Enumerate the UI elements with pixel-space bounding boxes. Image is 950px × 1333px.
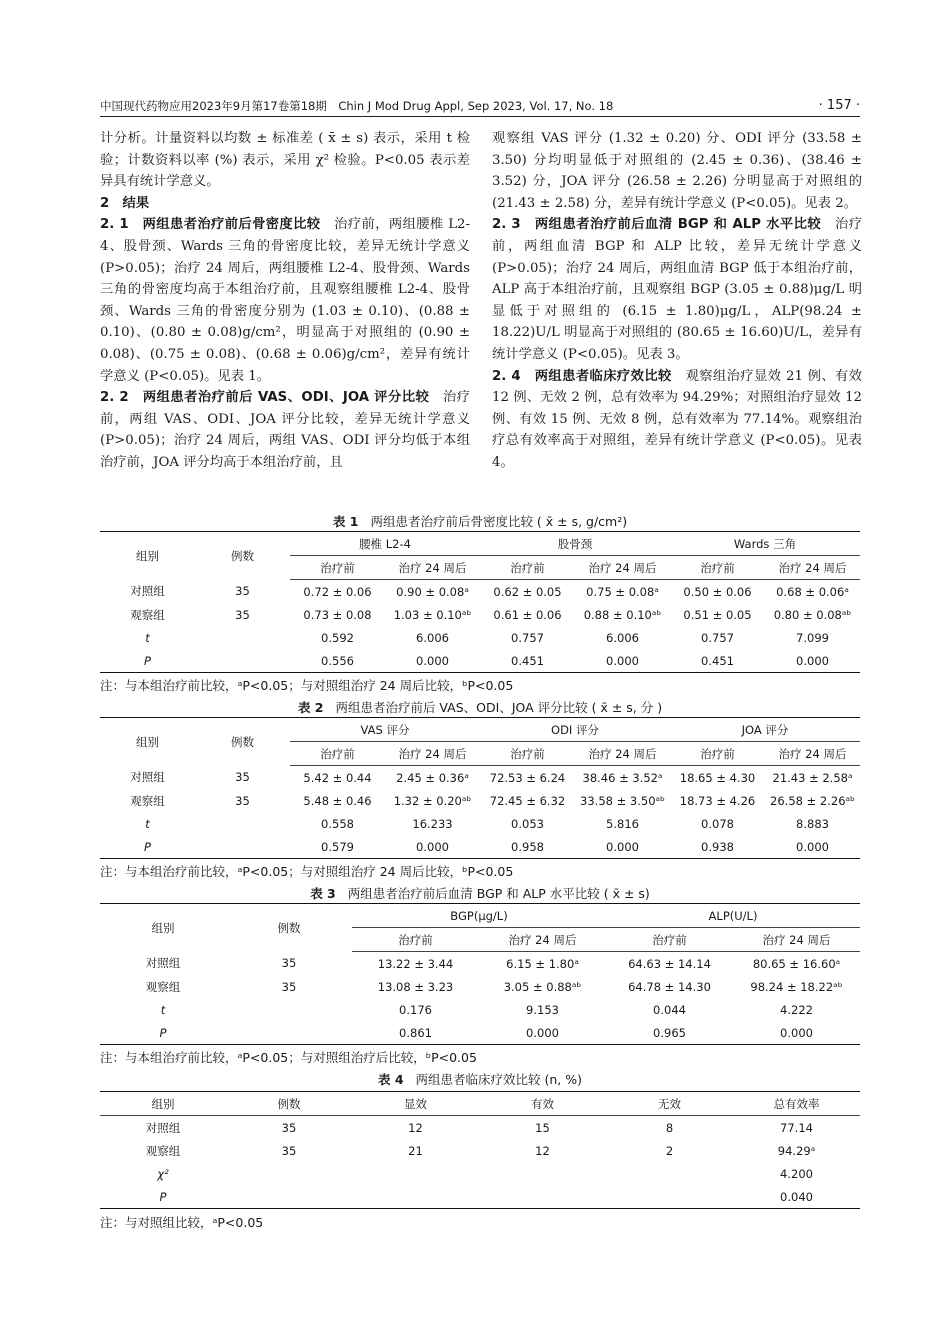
cell: 21 [408, 1143, 423, 1158]
table-label: 表 2 [297, 700, 324, 715]
col-header: 治疗前 [670, 556, 765, 580]
cell: 0.62 ± 0.05 [493, 584, 562, 599]
col-header: 治疗 24 周后 [385, 556, 480, 580]
cell: 0.000 [733, 1021, 860, 1045]
cell: 0.51 ± 0.05 [683, 607, 752, 622]
cell: 0.861 [352, 1021, 479, 1045]
table-row [100, 649, 860, 673]
paragraph-body: 观察组治疗显效 21 例、有效 12 例、无效 2 例，总有效率为 94.29%；对照组治疗显效 12 例、有效 15 例、无效 8 例，总有效率为 77.14%。观察组治疗总有效率高于对照组，差异有统计学意义 (P<0.05)。见表 4。 [492, 368, 863, 470]
cell: 0.451 [670, 649, 765, 673]
row-label: P [100, 649, 195, 673]
cell: 77.14 [780, 1120, 813, 1135]
row-label: t [145, 816, 150, 831]
col-group-header: ALP(U/L) [606, 904, 860, 928]
cell: 0.757 [701, 630, 734, 645]
cell [195, 626, 290, 649]
row-label: P [100, 1185, 226, 1209]
col-header: 治疗前 [290, 556, 385, 580]
cell: 0.958 [480, 835, 575, 859]
table-row [100, 1162, 860, 1185]
table-title: 两组患者临床疗效比较 (n, %) [415, 1072, 583, 1087]
cell: 12 [535, 1143, 550, 1158]
col-group-header: 腰椎 L2-4 [290, 532, 480, 556]
cell: 18.65 ± 4.30 [679, 770, 756, 785]
cell: 7.099 [796, 630, 829, 645]
cell: 2.45 ± 0.36ᵃ [396, 770, 469, 785]
table-row [100, 603, 860, 626]
cell: 0.90 ± 0.08ᵃ [396, 584, 469, 599]
table2 [100, 717, 860, 859]
col-header: 总有效率 [733, 1092, 860, 1116]
row-label: t [160, 1002, 166, 1017]
table3 [100, 903, 860, 1045]
col-group-header: JOA 评分 [670, 718, 860, 742]
subsection-heading: 2. 2 两组患者治疗前后 VAS、ODI、JOA 评分比较 [100, 390, 430, 406]
journal-info: 中国现代药物应用2023年9月第17卷第18期 Chin J Mod Drug Appl, Sep 2023, Vol. 17, No. 18 [100, 99, 614, 113]
cell: 35 [281, 1120, 297, 1135]
left-column [100, 128, 470, 474]
row-label: P [100, 1021, 226, 1045]
cell [606, 1185, 733, 1209]
cell: 6.006 [416, 630, 449, 645]
cell: 5.48 ± 0.46 [303, 793, 372, 808]
cell: 0.72 ± 0.06 [303, 584, 372, 599]
table-row [100, 789, 860, 812]
cell: 4.222 [780, 1002, 813, 1017]
paragraph-body: 治疗前，两组血清 BGP 和 ALP 比较，差异无统计学意义 (P>0.05)；治疗 24 周后，两组血清 BGP 低于本组治疗前，ALP 高于本组治疗前，且观察组 BGP (3.05 ± 0.88)μg/L 明显低于对照组的 (6.15 ± 1.80)μg/L，ALP(98.24 ± 18.22)U/L 明显高于对照组的 (80.65 ± 16.60)U/L，差异有统计学意义 (P<0.05)。见表 3。 [492, 217, 863, 362]
table-row [100, 766, 860, 790]
cell: 6.15 ± 1.80ᵃ [506, 956, 579, 971]
col-header: 例数 [195, 532, 290, 580]
paragraph [492, 214, 862, 365]
table2-caption [100, 698, 860, 716]
cell: 33.58 ± 3.50ᵃᵇ [580, 793, 665, 808]
cell: 0.579 [290, 835, 385, 859]
row-label: 对照组 [130, 770, 165, 785]
col-header: 治疗前 [290, 742, 385, 766]
col-header: 治疗 24 周后 [385, 742, 480, 766]
cell: 0.68 ± 0.06ᵃ [776, 584, 849, 599]
table3-caption [100, 884, 860, 902]
cell: 5.42 ± 0.44 [303, 770, 372, 785]
cell: 0.88 ± 0.10ᵃᵇ [583, 607, 662, 622]
cell: 13.08 ± 3.23 [377, 979, 454, 994]
cell [195, 649, 290, 673]
paragraph [492, 366, 862, 474]
col-group-header: VAS 评分 [290, 718, 480, 742]
paragraph: 观察组 VAS 评分 (1.32 ± 0.20) 分、ODI 评分 (33.58 ± 3.50) 分均明显低于对照组的 (2.45 ± 0.36)、(38.46 ± 3.52) 分，JOA 评分 (26.58 ± 2.26) 分明显高于对照组的 (21.43 ± 2.58) 分，差异有统计学意义 (P<0.05)。见表 2。 [492, 131, 862, 211]
table-row [100, 626, 860, 649]
cell: 0.451 [480, 649, 575, 673]
cell: 0.558 [321, 816, 354, 831]
col-header: 治疗 24 周后 [765, 556, 860, 580]
table-title: 两组患者治疗前后血清 BGP 和 ALP 水平比较 ( x̄ ± s) [347, 886, 650, 901]
col-group-header: Wards 三角 [670, 532, 860, 556]
col-header: 组别 [100, 532, 195, 580]
row-label: 对照组 [145, 956, 181, 971]
col-header: 治疗 24 周后 [575, 742, 670, 766]
row-label: t [145, 630, 150, 645]
col-header: 组别 [100, 718, 195, 766]
col-header: 治疗前 [480, 556, 575, 580]
cell: 0.75 ± 0.08ᵃ [586, 584, 659, 599]
col-header: 例数 [195, 718, 290, 766]
col-header: 治疗前 [606, 928, 733, 952]
table1 [100, 531, 860, 673]
cell [226, 1185, 352, 1209]
table-row [100, 580, 860, 604]
row-label: 观察组 [130, 607, 165, 622]
table-row [100, 812, 860, 835]
paragraph [100, 387, 470, 473]
cell: 8.883 [796, 816, 829, 831]
col-header: 显效 [352, 1092, 479, 1116]
cell: 0.000 [385, 649, 480, 673]
col-header: 治疗 24 周后 [479, 928, 606, 952]
cell: 12 [408, 1120, 423, 1135]
cell: 8 [665, 1120, 674, 1135]
col-group-header: ODI 评分 [480, 718, 670, 742]
cell: 0.000 [575, 649, 670, 673]
cell: 0.044 [653, 1002, 686, 1017]
cell [195, 835, 290, 859]
table-row [100, 1116, 860, 1140]
cell: 16.233 [412, 816, 453, 831]
row-label: P [100, 835, 195, 859]
row-label: 对照组 [130, 584, 165, 599]
cell: 21.43 ± 2.58ᵃ [772, 770, 853, 785]
col-header: 治疗前 [670, 742, 765, 766]
cell: 35 [235, 584, 250, 599]
cell: 64.63 ± 14.14 [628, 956, 711, 971]
cell: 0.000 [765, 649, 860, 673]
col-header: 治疗前 [352, 928, 479, 952]
cell: 4.200 [780, 1166, 813, 1181]
table-title: 两组患者治疗前后 VAS、ODI、JOA 评分比较 ( x̄ ± s, 分 ) [335, 700, 663, 715]
table-label: 表 3 [310, 886, 336, 901]
cell: 64.78 ± 14.30 [628, 979, 711, 994]
cell: 98.24 ± 18.22ᵃᵇ [750, 979, 843, 994]
col-header: 有效 [479, 1092, 606, 1116]
col-header: 治疗前 [480, 742, 575, 766]
paragraph [100, 214, 470, 387]
page-number: · 157 · [818, 98, 860, 113]
table1-caption [100, 512, 860, 530]
paragraph-body: 治疗前，两组腰椎 L2-4、股骨颈、Wards 三角的骨密度比较，差异无统计学意义 (P>0.05)；治疗 24 周后，两组腰椎 L2-4、股骨颈、Wards 三角的骨密度均高于本组治疗前，且观察组腰椎 L2-4、股骨颈、Wards 三角的骨密度分别为 (1.03 ± 0.10)、(0.88 ± 0.10)、(0.80 ± 0.08)g/cm²，明显高于对照组的 (0.90 ± 0.08)、(0.75 ± 0.08)、(0.68 ± 0.06)g/cm²，差异有统计学意义 (P<0.05)。见表 1。 [100, 217, 471, 384]
cell: 0.556 [290, 649, 385, 673]
table-row [100, 1139, 860, 1162]
section-heading: 2 结果 [100, 195, 150, 211]
cell [479, 1162, 606, 1185]
cell: 72.45 ± 6.32 [489, 793, 566, 808]
row-label: 观察组 [130, 793, 165, 808]
row-label: 观察组 [145, 979, 181, 994]
cell: 80.65 ± 16.60ᵃ [752, 956, 841, 971]
table-label: 表 4 [377, 1072, 404, 1087]
row-label: 观察组 [145, 1143, 181, 1158]
cell: 0.938 [670, 835, 765, 859]
col-header: 组别 [100, 904, 226, 952]
cell [226, 1021, 352, 1045]
table4-caption [100, 1070, 860, 1088]
table4-note: 注：与对照组比较，ᵃP<0.05 [100, 1215, 264, 1230]
cell: 72.53 ± 6.24 [489, 770, 566, 785]
cell: 35 [235, 770, 250, 785]
subsection-heading: 2. 3 两组患者治疗前后血清 BGP 和 ALP 水平比较 [492, 217, 822, 233]
cell: 0.176 [399, 1002, 432, 1017]
cell [479, 1185, 606, 1209]
cell: 0.000 [575, 835, 670, 859]
row-label: χ² [157, 1166, 169, 1181]
table-row [100, 1021, 860, 1045]
table-row [100, 835, 860, 859]
table-label: 表 1 [332, 514, 359, 529]
table-title: 两组患者治疗前后骨密度比较 ( x̄ ± s, g/cm²) [370, 514, 628, 529]
paragraph-body: 治疗前，两组 VAS、ODI、JOA 评分比较，差异无统计学意义 (P>0.05)；治疗 24 周后，两组 VAS、ODI 评分均低于本组治疗前，JOA 评分均高于本组治疗前，且 [100, 390, 471, 470]
table-row [100, 998, 860, 1021]
table2-note: 注：与本组治疗前比较，ᵃP<0.05；与对照组治疗 24 周后比较，ᵇP<0.05 [100, 864, 514, 879]
table4 [100, 1091, 860, 1209]
running-header [100, 98, 860, 117]
col-header: 例数 [226, 904, 352, 952]
cell: 94.29ᵃ [777, 1143, 816, 1158]
cell: 15 [535, 1120, 550, 1135]
paragraph: 计分析。计量资料以均数 ± 标准差 ( x̄ ± s) 表示，采用 t 检验；计数资料以率 (%) 表示，采用 χ² 检验。P<0.05 表示差异具有统计学意义。 [100, 131, 470, 190]
col-header: 治疗 24 周后 [765, 742, 860, 766]
cell: 35 [281, 1143, 297, 1158]
cell: 3.05 ± 0.88ᵃᵇ [503, 979, 582, 994]
cell [352, 1162, 479, 1185]
cell: 0.80 ± 0.08ᵃᵇ [773, 607, 852, 622]
col-header: 治疗 24 周后 [733, 928, 860, 952]
table-row [100, 975, 860, 998]
cell: 0.000 [479, 1021, 606, 1045]
cell [226, 1162, 352, 1185]
col-group-header: 股骨颈 [480, 532, 670, 556]
subsection-heading: 2. 4 两组患者临床疗效比较 [492, 368, 672, 384]
table-row [100, 952, 860, 976]
cell: 0.50 ± 0.06 [683, 584, 752, 599]
cell: 0.73 ± 0.08 [303, 607, 372, 622]
cell [226, 998, 352, 1021]
cell: 35 [281, 979, 297, 994]
right-column [492, 128, 862, 474]
cell: 0.078 [701, 816, 734, 831]
table1-note: 注：与本组治疗前比较，ᵃP<0.05；与对照组治疗 24 周后比较，ᵇP<0.05 [100, 678, 514, 693]
cell: 0.053 [511, 816, 544, 831]
col-header: 组别 [100, 1092, 226, 1116]
cell: 38.46 ± 3.52ᵃ [582, 770, 663, 785]
cell: 9.153 [526, 1002, 559, 1017]
col-header: 例数 [226, 1092, 352, 1116]
cell: 35 [235, 607, 250, 622]
cell: 0.000 [765, 835, 860, 859]
table-row [100, 1185, 860, 1209]
cell: 6.006 [606, 630, 639, 645]
cell: 0.757 [511, 630, 544, 645]
cell: 5.816 [606, 816, 639, 831]
cell: 0.040 [733, 1185, 860, 1209]
cell: 0.965 [606, 1021, 733, 1045]
col-header: 治疗 24 周后 [575, 556, 670, 580]
cell: 26.58 ± 2.26ᵃᵇ [770, 793, 855, 808]
col-header: 无效 [606, 1092, 733, 1116]
cell: 0.000 [385, 835, 480, 859]
cell [606, 1162, 733, 1185]
cell: 35 [235, 793, 250, 808]
cell: 2 [665, 1143, 674, 1158]
cell: 1.03 ± 0.10ᵃᵇ [393, 607, 472, 622]
table3-note: 注：与本组治疗前比较，ᵃP<0.05；与对照组治疗后比较，ᵇP<0.05 [100, 1050, 477, 1065]
cell [352, 1185, 479, 1209]
cell: 1.32 ± 0.20ᵃᵇ [393, 793, 472, 808]
cell: 35 [281, 956, 297, 971]
col-group-header: BGP(μg/L) [352, 904, 606, 928]
cell: 0.61 ± 0.06 [493, 607, 562, 622]
row-label: 对照组 [145, 1120, 181, 1135]
subsection-heading: 2. 1 两组患者治疗前后骨密度比较 [100, 217, 321, 233]
cell: 0.592 [321, 630, 354, 645]
cell [195, 812, 290, 835]
cell: 13.22 ± 3.44 [377, 956, 454, 971]
cell: 18.73 ± 4.26 [679, 793, 756, 808]
